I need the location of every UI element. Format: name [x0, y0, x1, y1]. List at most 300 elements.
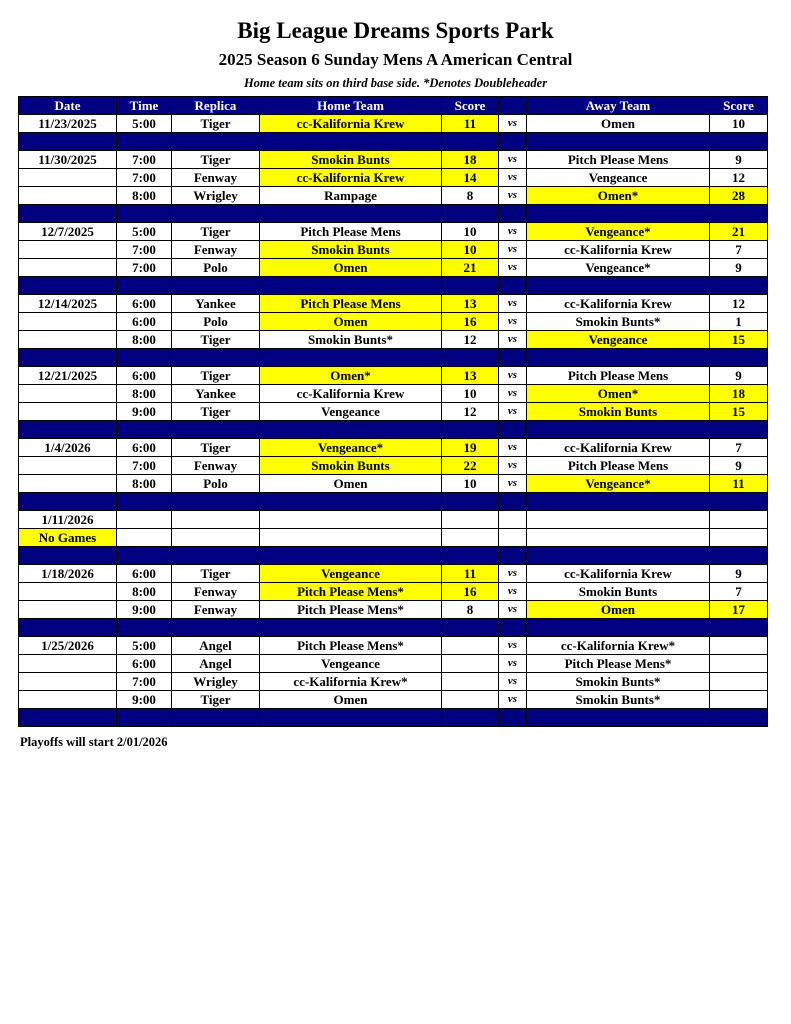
empty-date-cell — [19, 457, 117, 475]
replica-cell: Yankee — [172, 295, 260, 313]
home-team-cell: cc-Kalifornia Krew — [260, 385, 442, 403]
separator-cell — [260, 493, 442, 511]
away-score-cell: 15 — [710, 403, 768, 421]
separator-cell — [19, 547, 117, 565]
vs-cell: vs — [499, 223, 527, 241]
home-score-cell: 12 — [442, 331, 499, 349]
vs-cell: vs — [499, 637, 527, 655]
column-header-home-team: Home Team — [260, 97, 442, 115]
time-cell: 6:00 — [117, 313, 172, 331]
date-cell: 12/21/2025 — [19, 367, 117, 385]
away-score-cell: 1 — [710, 313, 768, 331]
away-score-cell — [710, 691, 768, 709]
time-cell: 7:00 — [117, 673, 172, 691]
empty-cell — [260, 529, 442, 547]
time-cell: 9:00 — [117, 691, 172, 709]
separator-cell — [527, 277, 710, 295]
away-score-cell: 18 — [710, 385, 768, 403]
separator-cell — [527, 709, 710, 727]
vs-cell: vs — [499, 367, 527, 385]
date-cell: 11/30/2025 — [19, 151, 117, 169]
vs-cell: vs — [499, 583, 527, 601]
separator-cell — [442, 421, 499, 439]
empty-cell — [442, 529, 499, 547]
empty-date-cell — [19, 313, 117, 331]
vs-cell: vs — [499, 565, 527, 583]
date-cell: 1/11/2026 — [19, 511, 117, 529]
home-score-cell: 14 — [442, 169, 499, 187]
column-header-date: Date — [19, 97, 117, 115]
away-team-cell: cc-Kalifornia Krew — [527, 295, 710, 313]
away-team-cell: Omen* — [527, 385, 710, 403]
table-row — [19, 115, 768, 133]
home-team-cell: Omen — [260, 313, 442, 331]
time-cell: 7:00 — [117, 259, 172, 277]
schedule-note: Home team sits on third base side. *Denotes Doubleheader — [243, 76, 548, 90]
separator-cell — [117, 349, 172, 367]
replica-cell: Polo — [172, 313, 260, 331]
away-team-cell: Omen — [527, 115, 710, 133]
replica-cell: Tiger — [172, 151, 260, 169]
separator-cell — [117, 493, 172, 511]
empty-cell — [527, 529, 710, 547]
home-team-cell: Pitch Please Mens* — [260, 601, 442, 619]
separator-cell — [710, 421, 768, 439]
empty-date-cell — [19, 187, 117, 205]
date-cell: 1/4/2026 — [19, 439, 117, 457]
vs-cell: vs — [499, 601, 527, 619]
home-score-cell: 16 — [442, 313, 499, 331]
separator-cell — [260, 133, 442, 151]
separator-cell — [19, 421, 117, 439]
away-team-cell: Smokin Bunts* — [527, 691, 710, 709]
time-cell: 5:00 — [117, 115, 172, 133]
week-separator — [19, 205, 768, 223]
time-cell: 6:00 — [117, 439, 172, 457]
separator-cell — [172, 277, 260, 295]
home-team-cell: Vengeance — [260, 565, 442, 583]
separator-cell — [710, 205, 768, 223]
home-team-cell: cc-Kalifornia Krew — [260, 169, 442, 187]
separator-cell — [499, 205, 527, 223]
away-team-cell: Pitch Please Mens — [527, 151, 710, 169]
separator-cell — [527, 619, 710, 637]
schedule-body — [19, 115, 768, 727]
home-team-cell: Smokin Bunts* — [260, 331, 442, 349]
replica-cell: Fenway — [172, 583, 260, 601]
separator-cell — [260, 277, 442, 295]
separator-cell — [19, 493, 117, 511]
table-row — [19, 439, 768, 457]
header-row — [19, 97, 768, 115]
away-team-cell: Omen — [527, 601, 710, 619]
table-row — [19, 691, 768, 709]
home-score-cell: 12 — [442, 403, 499, 421]
replica-cell: Tiger — [172, 115, 260, 133]
away-team-cell: Vengeance — [527, 331, 710, 349]
home-team-cell: Rampage — [260, 187, 442, 205]
home-team-cell: Vengeance* — [260, 439, 442, 457]
table-row — [19, 673, 768, 691]
table-row — [19, 583, 768, 601]
separator-cell — [442, 277, 499, 295]
separator-cell — [442, 619, 499, 637]
table-row — [19, 295, 768, 313]
empty-cell — [172, 529, 260, 547]
time-cell: 7:00 — [117, 241, 172, 259]
away-team-cell: cc-Kalifornia Krew — [527, 565, 710, 583]
empty-date-cell — [19, 601, 117, 619]
week-separator — [19, 547, 768, 565]
table-row — [19, 655, 768, 673]
separator-cell — [710, 133, 768, 151]
date-cell: 1/18/2026 — [19, 565, 117, 583]
vs-cell: vs — [499, 169, 527, 187]
time-cell: 8:00 — [117, 331, 172, 349]
away-team-cell: cc-Kalifornia Krew — [527, 241, 710, 259]
separator-cell — [527, 205, 710, 223]
away-score-cell: 28 — [710, 187, 768, 205]
away-score-cell — [710, 655, 768, 673]
empty-cell — [710, 511, 768, 529]
separator-cell — [172, 349, 260, 367]
week-separator — [19, 421, 768, 439]
away-score-cell: 7 — [710, 583, 768, 601]
empty-date-cell — [19, 691, 117, 709]
away-team-cell: Smokin Bunts — [527, 403, 710, 421]
replica-cell: Tiger — [172, 439, 260, 457]
away-team-cell: Vengeance* — [527, 223, 710, 241]
separator-cell — [117, 547, 172, 565]
separator-cell — [117, 277, 172, 295]
away-team-cell: Vengeance — [527, 169, 710, 187]
time-cell: 7:00 — [117, 457, 172, 475]
vs-cell: vs — [499, 313, 527, 331]
time-cell: 6:00 — [117, 565, 172, 583]
away-team-cell: cc-Kalifornia Krew — [527, 439, 710, 457]
away-score-cell: 9 — [710, 457, 768, 475]
column-header-away-score: Score — [710, 97, 768, 115]
home-team-cell: Smokin Bunts — [260, 457, 442, 475]
date-cell: 1/25/2026 — [19, 637, 117, 655]
time-cell: 8:00 — [117, 187, 172, 205]
empty-date-cell — [19, 169, 117, 187]
away-score-cell — [710, 637, 768, 655]
separator-cell — [499, 619, 527, 637]
separator-cell — [710, 547, 768, 565]
time-cell: 5:00 — [117, 223, 172, 241]
home-team-cell: cc-Kalifornia Krew* — [260, 673, 442, 691]
replica-cell: Angel — [172, 637, 260, 655]
home-score-cell: 18 — [442, 151, 499, 169]
separator-cell — [499, 421, 527, 439]
date-cell: 11/23/2025 — [19, 115, 117, 133]
home-team-cell: Pitch Please Mens* — [260, 583, 442, 601]
separator-cell — [19, 619, 117, 637]
replica-cell: Fenway — [172, 169, 260, 187]
separator-cell — [117, 205, 172, 223]
separator-cell — [442, 349, 499, 367]
away-score-cell: 17 — [710, 601, 768, 619]
separator-cell — [260, 349, 442, 367]
away-team-cell: Pitch Please Mens — [527, 457, 710, 475]
separator-cell — [527, 349, 710, 367]
away-team-cell: Vengeance* — [527, 475, 710, 493]
week-separator — [19, 619, 768, 637]
week-separator — [19, 493, 768, 511]
empty-cell — [527, 511, 710, 529]
replica-cell: Tiger — [172, 691, 260, 709]
table-row — [19, 475, 768, 493]
empty-date-cell — [19, 673, 117, 691]
empty-cell — [710, 529, 768, 547]
separator-cell — [442, 205, 499, 223]
table-row — [19, 313, 768, 331]
vs-cell: vs — [499, 331, 527, 349]
away-team-cell: Pitch Please Mens* — [527, 655, 710, 673]
vs-cell: vs — [499, 655, 527, 673]
time-cell: 8:00 — [117, 583, 172, 601]
column-header-time: Time — [117, 97, 172, 115]
week-separator — [19, 349, 768, 367]
home-team-cell: Vengeance — [260, 655, 442, 673]
separator-cell — [710, 349, 768, 367]
separator-cell — [260, 205, 442, 223]
away-team-cell: Vengeance* — [527, 259, 710, 277]
date-cell: 12/14/2025 — [19, 295, 117, 313]
date-cell: 12/7/2025 — [19, 223, 117, 241]
table-row — [19, 367, 768, 385]
away-score-cell: 9 — [710, 151, 768, 169]
time-cell: 9:00 — [117, 403, 172, 421]
replica-cell: Tiger — [172, 565, 260, 583]
home-score-cell: 11 — [442, 115, 499, 133]
vs-cell: vs — [499, 457, 527, 475]
away-score-cell: 7 — [710, 241, 768, 259]
separator-cell — [172, 547, 260, 565]
vs-cell: vs — [499, 475, 527, 493]
home-score-cell: 13 — [442, 367, 499, 385]
home-team-cell: Omen — [260, 259, 442, 277]
separator-cell — [260, 709, 442, 727]
home-score-cell: 10 — [442, 475, 499, 493]
away-score-cell: 9 — [710, 367, 768, 385]
separator-cell — [499, 493, 527, 511]
empty-cell — [499, 529, 527, 547]
separator-cell — [710, 493, 768, 511]
replica-cell: Fenway — [172, 457, 260, 475]
home-score-cell: 11 — [442, 565, 499, 583]
home-score-cell — [442, 637, 499, 655]
time-cell: 5:00 — [117, 637, 172, 655]
separator-cell — [527, 133, 710, 151]
replica-cell: Polo — [172, 475, 260, 493]
separator-cell — [499, 349, 527, 367]
away-score-cell: 21 — [710, 223, 768, 241]
separator-cell — [527, 421, 710, 439]
away-team-cell: Smokin Bunts — [527, 583, 710, 601]
separator-cell — [260, 421, 442, 439]
separator-cell — [442, 547, 499, 565]
separator-cell — [117, 709, 172, 727]
home-team-cell: Omen* — [260, 367, 442, 385]
schedule-subtitle: 2025 Season 6 Sunday Mens A American Central — [218, 50, 573, 69]
home-score-cell: 8 — [442, 187, 499, 205]
separator-cell — [117, 133, 172, 151]
column-header-vs — [499, 97, 527, 115]
vs-cell: vs — [499, 187, 527, 205]
separator-cell — [172, 421, 260, 439]
page-title: Big League Dreams Sports Park — [237, 18, 554, 43]
week-separator — [19, 709, 768, 727]
replica-cell: Fenway — [172, 601, 260, 619]
separator-cell — [172, 205, 260, 223]
vs-cell: vs — [499, 295, 527, 313]
empty-cell — [117, 529, 172, 547]
separator-cell — [499, 709, 527, 727]
separator-cell — [172, 133, 260, 151]
vs-cell: vs — [499, 691, 527, 709]
empty-date-cell — [19, 403, 117, 421]
separator-cell — [172, 709, 260, 727]
away-score-cell: 9 — [710, 259, 768, 277]
home-team-cell: Smokin Bunts — [260, 151, 442, 169]
replica-cell: Polo — [172, 259, 260, 277]
separator-cell — [710, 277, 768, 295]
home-score-cell: 10 — [442, 385, 499, 403]
home-score-cell: 13 — [442, 295, 499, 313]
time-cell: 9:00 — [117, 601, 172, 619]
separator-cell — [19, 133, 117, 151]
table-row — [19, 403, 768, 421]
table-row — [19, 259, 768, 277]
vs-cell: vs — [499, 259, 527, 277]
empty-date-cell — [19, 241, 117, 259]
no-games-label: No Games — [19, 529, 117, 547]
separator-cell — [499, 277, 527, 295]
time-cell: 6:00 — [117, 367, 172, 385]
empty-date-cell — [19, 655, 117, 673]
table-row — [19, 385, 768, 403]
replica-cell: Tiger — [172, 331, 260, 349]
table-row — [19, 637, 768, 655]
home-team-cell: Smokin Bunts — [260, 241, 442, 259]
empty-date-cell — [19, 583, 117, 601]
replica-cell: Tiger — [172, 367, 260, 385]
home-score-cell — [442, 673, 499, 691]
playoffs-note: Playoffs will start 2/01/2026 — [20, 735, 168, 749]
home-team-cell: Pitch Please Mens — [260, 223, 442, 241]
home-team-cell: Omen — [260, 691, 442, 709]
away-team-cell: Smokin Bunts* — [527, 313, 710, 331]
separator-cell — [710, 709, 768, 727]
away-score-cell: 11 — [710, 475, 768, 493]
separator-cell — [442, 493, 499, 511]
column-header-home-score: Score — [442, 97, 499, 115]
replica-cell: Wrigley — [172, 187, 260, 205]
separator-cell — [19, 349, 117, 367]
empty-cell — [260, 511, 442, 529]
away-score-cell: 7 — [710, 439, 768, 457]
separator-cell — [260, 547, 442, 565]
empty-cell — [117, 511, 172, 529]
away-score-cell: 9 — [710, 565, 768, 583]
vs-cell: vs — [499, 673, 527, 691]
time-cell: 6:00 — [117, 655, 172, 673]
away-team-cell: Pitch Please Mens — [527, 367, 710, 385]
home-team-cell: cc-Kalifornia Krew — [260, 115, 442, 133]
away-score-cell: 12 — [710, 295, 768, 313]
empty-date-cell — [19, 385, 117, 403]
away-score-cell: 15 — [710, 331, 768, 349]
week-separator — [19, 277, 768, 295]
away-team-cell: Omen* — [527, 187, 710, 205]
separator-cell — [117, 421, 172, 439]
separator-cell — [260, 619, 442, 637]
empty-date-cell — [19, 331, 117, 349]
table-row — [19, 241, 768, 259]
time-cell: 7:00 — [117, 151, 172, 169]
vs-cell: vs — [499, 403, 527, 421]
replica-cell: Wrigley — [172, 673, 260, 691]
home-score-cell: 16 — [442, 583, 499, 601]
home-score-cell: 8 — [442, 601, 499, 619]
table-row — [19, 457, 768, 475]
table-row — [19, 529, 768, 547]
home-score-cell — [442, 655, 499, 673]
table-row — [19, 151, 768, 169]
home-score-cell: 22 — [442, 457, 499, 475]
replica-cell: Tiger — [172, 403, 260, 421]
away-team-cell: cc-Kalifornia Krew* — [527, 637, 710, 655]
replica-cell: Tiger — [172, 223, 260, 241]
home-team-cell: Pitch Please Mens* — [260, 637, 442, 655]
home-score-cell: 10 — [442, 223, 499, 241]
home-team-cell: Pitch Please Mens — [260, 295, 442, 313]
column-header-away-team: Away Team — [527, 97, 710, 115]
schedule-table — [18, 96, 768, 727]
home-team-cell: Vengeance — [260, 403, 442, 421]
separator-cell — [499, 133, 527, 151]
separator-cell — [710, 619, 768, 637]
separator-cell — [442, 133, 499, 151]
separator-cell — [527, 493, 710, 511]
table-row — [19, 601, 768, 619]
empty-date-cell — [19, 475, 117, 493]
empty-cell — [442, 511, 499, 529]
separator-cell — [19, 277, 117, 295]
home-score-cell: 19 — [442, 439, 499, 457]
separator-cell — [19, 709, 117, 727]
away-score-cell: 10 — [710, 115, 768, 133]
replica-cell: Fenway — [172, 241, 260, 259]
vs-cell: vs — [499, 151, 527, 169]
table-row — [19, 565, 768, 583]
table-row — [19, 223, 768, 241]
separator-cell — [442, 709, 499, 727]
home-score-cell: 21 — [442, 259, 499, 277]
vs-cell: vs — [499, 241, 527, 259]
away-score-cell — [710, 673, 768, 691]
separator-cell — [117, 619, 172, 637]
separator-cell — [172, 493, 260, 511]
vs-cell: vs — [499, 115, 527, 133]
table-row — [19, 169, 768, 187]
separator-cell — [19, 205, 117, 223]
time-cell: 8:00 — [117, 475, 172, 493]
week-separator — [19, 133, 768, 151]
table-row — [19, 331, 768, 349]
